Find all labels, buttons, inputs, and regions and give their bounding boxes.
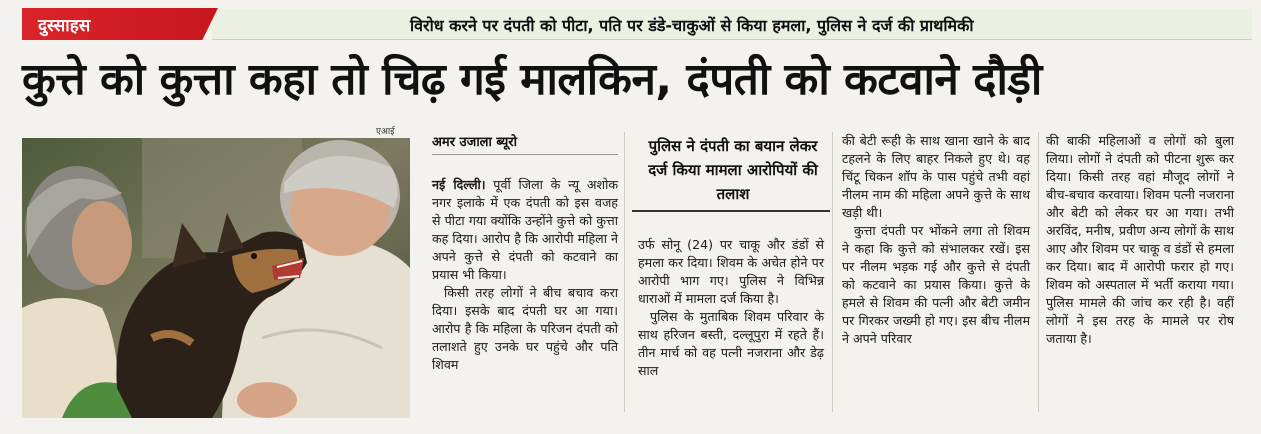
photo-credit: एआई — [376, 127, 395, 137]
paragraph: की बाकी महिलाओं व लोगों को बुला लिया। लोगों ने दंपती को पीटना शुरू कर दिया। किसी तरह वहां मौजूद लोगों ने बीच-बचाव करवाया। शिवम पत्नी नजराना और बेटी को लेकर घर आ गया। तभी अरविंद, मनीष, प्रवीण अन्य लोगों के साथ आए और शिवम पर चाकू व डंडों से हमला कर दिया। बाद में आरोपी फरार हो गए। शिवम को अस्पताल में भर्ती कराया गया। पुलिस मामले की जांच कर रही है। वहीं लोगों ने इस तरह के मामले पर रोष जताया है। — [1046, 133, 1234, 346]
paragraph: कुत्ता दंपती पर भोंकने लगा तो शिवम ने कहा कि कुत्ते को संभालकर रखें। इस पर नीलम भड़क गई और कुत्ते से दंपती को कटवाने का प्रयास किया। कुत्ते के हमले से शिवम की पत्नी और बेटी जमीन पर गिरकर जख्मी हो गए। इस बीच नीलम ने अपने परिवार — [842, 223, 1030, 346]
byline-rule — [432, 154, 618, 155]
dog-attack-illustration — [22, 138, 410, 418]
paragraph: किसी तरह लोगों ने बीच बचाव करा दिया। इसके बाद दंपती घर आ गया।आरोप है कि महिला के परिजन दंपती को तलाशते हुए उनके घर पहुंचे और पति शिवम — [432, 285, 618, 372]
column-separator — [624, 132, 625, 412]
news-photo — [22, 138, 410, 418]
main-headline: कुत्ते को कुत्ता कहा तो चिढ़ गई मालकिन, दंपती को कटवाने दौड़ी — [22, 54, 1042, 105]
section-tag: दुस्साहस — [38, 16, 91, 36]
article-column-1 — [432, 176, 618, 374]
byline: अमर उजाला ब्यूरो — [432, 135, 517, 150]
paragraph-text: पूर्वी जिला के न्यू अशोक नगर इलाके में एक दंपती को इस वजह से पीटा गया क्योंकि उन्होंने कुत्ते को कुत्ता कह दिया। आरोप है कि आरोपी महिला ने अपने कुत्ते से दंपती को कटवाने का प्रयास भी किया। — [432, 177, 618, 282]
paragraph: उर्फ सोनू (24) पर चाकू और डंडों से हमला कर दिया। शिवम के अचेत होने पर आरोपी भाग गए। पुलिस ने विभिन्न धाराओं में मामला दर्ज किया है। — [638, 237, 824, 306]
column-separator — [832, 132, 833, 412]
paragraph — [432, 176, 618, 284]
column-separator — [1038, 132, 1039, 412]
dateline: नई दिल्ली। — [432, 177, 486, 192]
kicker-headline: विरोध करने पर दंपती को पीटा, पति पर डंडे-चाकुओं से किया हमला, पुलिस ने दर्ज की प्राथमिकी — [410, 16, 974, 35]
subhead: पुलिस ने दंपती का बयान लेकर दर्ज किया मामला आरोपियों की तलाश — [648, 137, 818, 203]
paragraph: की बेटी रूही के साथ खाना खाने के बाद टहलने के लिए बाहर निकले हुए थे। वह चिंटू चिकन शॉप के पास पहुंचे तभी वहां नीलम नाम की महिला अपने कुत्ते के साथ खड़ी थी। — [842, 133, 1030, 220]
article-column-4 — [1046, 132, 1234, 348]
article-column-2 — [638, 236, 824, 380]
article-column-3 — [842, 132, 1030, 348]
paragraph: पुलिस के मुताबिक शिवम परिवार के साथ हरिजन बस्ती, दल्लूपुरा में रहते हैं। तीन मार्च को वह पत्नी नजराना और डेढ़ साल — [638, 309, 824, 378]
